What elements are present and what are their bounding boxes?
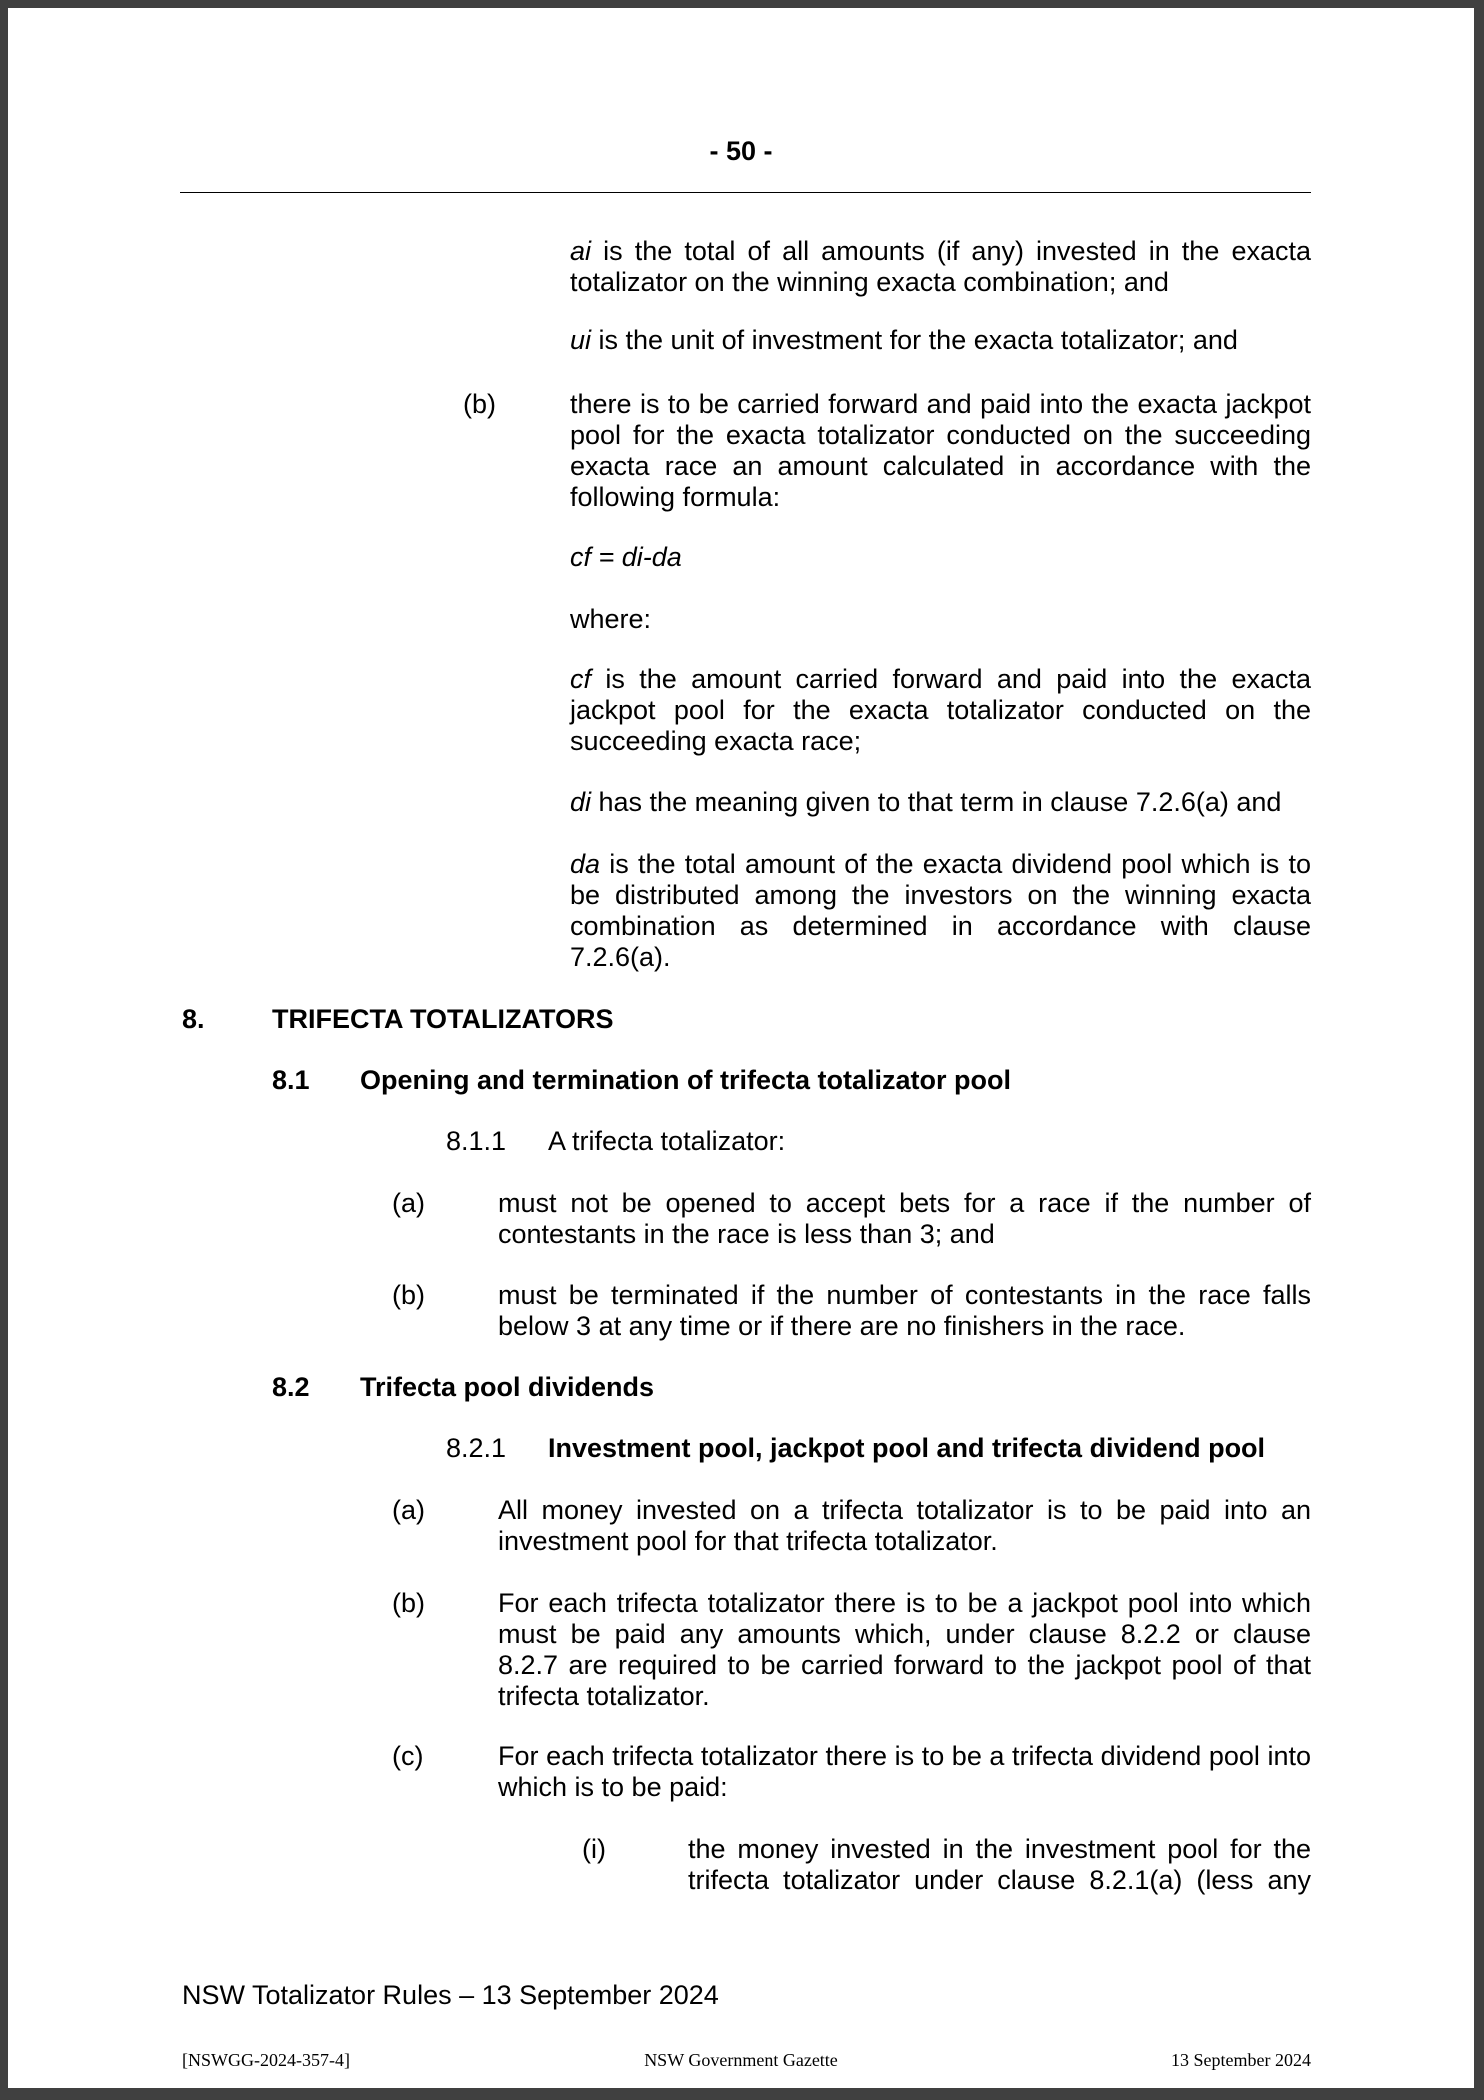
clause-8-2-1-number: 8.2.1	[446, 1433, 507, 1463]
clause-8-1-1-number: 8.1.1	[446, 1126, 507, 1156]
definition-da	[570, 849, 1311, 973]
item-8-2-1-c-label: (c)	[392, 1741, 424, 1771]
document-page	[8, 8, 1474, 2088]
subitem-i-label: (i)	[582, 1834, 606, 1864]
item-8-2-1-b-label: (b)	[392, 1588, 425, 1618]
definition-ui-text: is the unit of investment for the exacta totalizator; and	[591, 325, 1238, 355]
footer-reference: [NSWGG-2024-357-4]	[182, 2050, 350, 2070]
term-ui: ui	[570, 325, 592, 355]
footer-rules-title: NSW Totalizator Rules – 13 September 2024	[182, 1980, 719, 2010]
definition-ai	[570, 236, 1311, 298]
item-8-1-1-b-label: (b)	[392, 1280, 425, 1310]
carry-forward-text: there is to be carried forward and paid into the exacta jackpot pool for the exacta totalizator conducted on the succeeding exacta race an amount calculated in accordance with the following formula:	[570, 389, 1311, 512]
formula: cf = di-da	[570, 542, 682, 572]
item-8-1-1-a-text: must not be opened to accept bets for a race if the number of contestants in the race is less than 3; and	[498, 1188, 1311, 1249]
definition-cf-text: is the amount carried forward and paid into the exacta jackpot pool for the exacta totalizator conducted on the succeeding exacta race;	[570, 664, 1311, 756]
definition-ui	[570, 325, 1311, 356]
subitem-i-text: the money invested in the investment pool for the trifecta totalizator under clause 8.2.1(a) (less any	[688, 1834, 1311, 1895]
where-label: where:	[570, 604, 652, 634]
item-8-2-1-a-label: (a)	[392, 1495, 425, 1525]
definition-di	[570, 787, 1311, 818]
term-da: da	[570, 849, 601, 879]
item-8-1-1-b-text: must be terminated if the number of contestants in the race falls below 3 at any time or if there are no finishers in the race.	[498, 1280, 1311, 1341]
definition-cf	[570, 664, 1311, 757]
item-8-1-1-a-label: (a)	[392, 1188, 425, 1218]
definition-da-text: is the total amount of the exacta dividend pool which is to be distributed among the investors on the winning exacta combination as determined in accordance with clause 7.2.6(a).	[570, 849, 1311, 972]
footer-date: 13 September 2024	[1171, 2050, 1311, 2070]
page-number: - 50 -	[709, 136, 773, 166]
item-8-2-1-b-text: For each trifecta totalizator there is to be a jackpot pool into which must be paid any amounts which, under clause 8.2.2 or clause 8.2.7 are required to be carried forward to the jackpot pool of that trifecta totalizator.	[498, 1588, 1311, 1711]
clause-8-1-1-text: A trifecta totalizator:	[548, 1126, 786, 1156]
header-rule	[180, 192, 1311, 193]
footer-gazette-name: NSW Government Gazette	[644, 2050, 838, 2070]
term-ai: ai	[570, 236, 592, 266]
term-di: di	[570, 787, 592, 817]
section-8-2-number: 8.2	[272, 1372, 310, 1402]
section-8-1-title: Opening and termination of trifecta totalizator pool	[360, 1065, 1012, 1095]
item-label-b: (b)	[463, 389, 496, 419]
section-8-title: TRIFECTA TOTALIZATORS	[272, 1004, 614, 1034]
section-8-number: 8.	[182, 1004, 205, 1034]
clause-8-2-1-title: Investment pool, jackpot pool and trifecta dividend pool	[548, 1433, 1266, 1463]
item-8-2-1-a-text: All money invested on a trifecta totalizator is to be paid into an investment pool for that trifecta totalizator.	[498, 1495, 1311, 1556]
definition-di-text: has the meaning given to that term in clause 7.2.6(a) and	[591, 787, 1282, 817]
section-8-1-number: 8.1	[272, 1065, 310, 1095]
definition-ai-text: is the total of all amounts (if any) invested in the exacta totalizator on the winning exacta combination; and	[570, 236, 1311, 297]
term-cf: cf	[570, 664, 592, 694]
section-8-2-title: Trifecta pool dividends	[360, 1372, 655, 1402]
item-8-2-1-c-text: For each trifecta totalizator there is to be a trifecta dividend pool into which is to be paid:	[498, 1741, 1311, 1802]
